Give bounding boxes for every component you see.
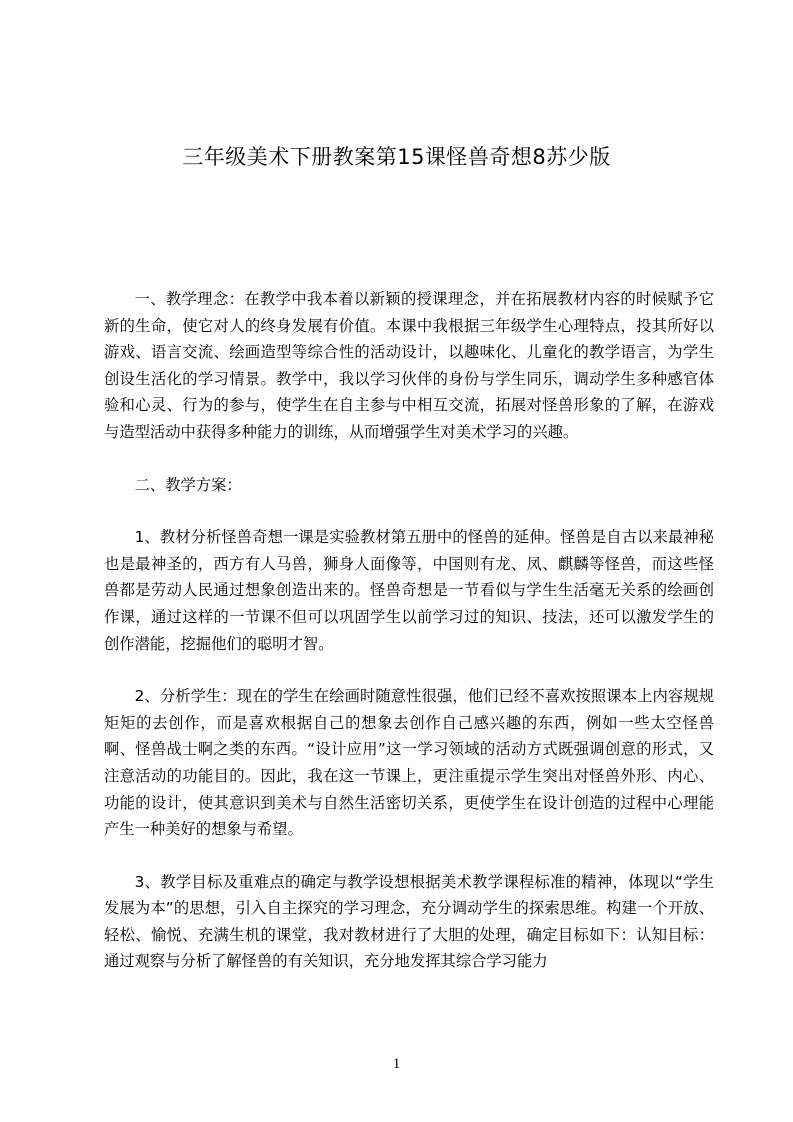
page-number: 1 bbox=[392, 1056, 401, 1072]
paragraph-teaching-philosophy: 一、教学理念：在教学中我本着以新颖的授课理念，并在拓展教材内容的时候赋予它新的生命，使它对人的终身发展有价值。本课中我根据三年级学生心理特点，投其所好以游戏、语言交流、绘画造型等综合性的活动设计，以趣味化、儿童化的教学语言，为学生创设生活化的学习情景。教学中，我以学习伙伴的身份与学生同乐，调动学生多种感官体验和心灵、行为的参与，使学生在自主参与中相互交流，拓展对怪兽形象的了解，在游戏与造型活动中获得多种能力的训练，从而增强学生对美术学习的兴趣。 bbox=[104, 290, 714, 441]
document-body bbox=[104, 286, 714, 1001]
paragraph-teaching-plan-heading: 二、教学方案： bbox=[134, 475, 242, 494]
paragraph-textbook-analysis: 1、教材分析怪兽奇想一课是实验教材第五册中的怪兽的延伸。怪兽是自古以来最神秘也是最神圣的，西方有人马兽，狮身人面像等，中国则有龙、凤、麒麟等怪兽，而这些怪兽都是劳动人民通过想象创造出来的。怪兽奇想是一节看似与学生生活毫无关系的绘画创作课，通过这样的一节课不但可以巩固学生以前学习过的知识、技法，还可以激发学生的创作潜能，挖掘他们的聪明才智。 bbox=[104, 528, 714, 653]
paragraph-teaching-goals: 3、教学目标及重难点的确定与教学设想根据美术教学课程标准的精神，体现以“学生发展为本”的思想，引入自主探究的学习理念，充分调动学生的探索思维。构建一个开放、轻松、愉悦、充满生机的课堂，我对教材进行了大胆的处理，确定目标如下：认知目标：通过观察与分析了解怪兽的有关知识，充分地发挥其综合学习能力 bbox=[104, 872, 714, 971]
paragraph-student-analysis: 2、分析学生：现在的学生在绘画时随意性很强，他们已经不喜欢按照课本上内容规规矩矩的去创作，而是喜欢根据自己的想象去创作自己感兴趣的东西，例如一些太空怪兽啊、怪兽战士啊之类的东西。“设计应用”这一学习领域的活动方式既强调创意的形式，又注意活动的功能目的。因此，我在这一节课上，更注重提示学生突出对怪兽外形、内心、功能的设计，使其意识到美术与自然生活密切关系，更使学生在设计创造的过程中心理能产生一种美好的想象与希望。 bbox=[104, 687, 714, 839]
document-title: 三年级美术下册教案第15课怪兽奇想8苏少版 bbox=[182, 145, 611, 169]
